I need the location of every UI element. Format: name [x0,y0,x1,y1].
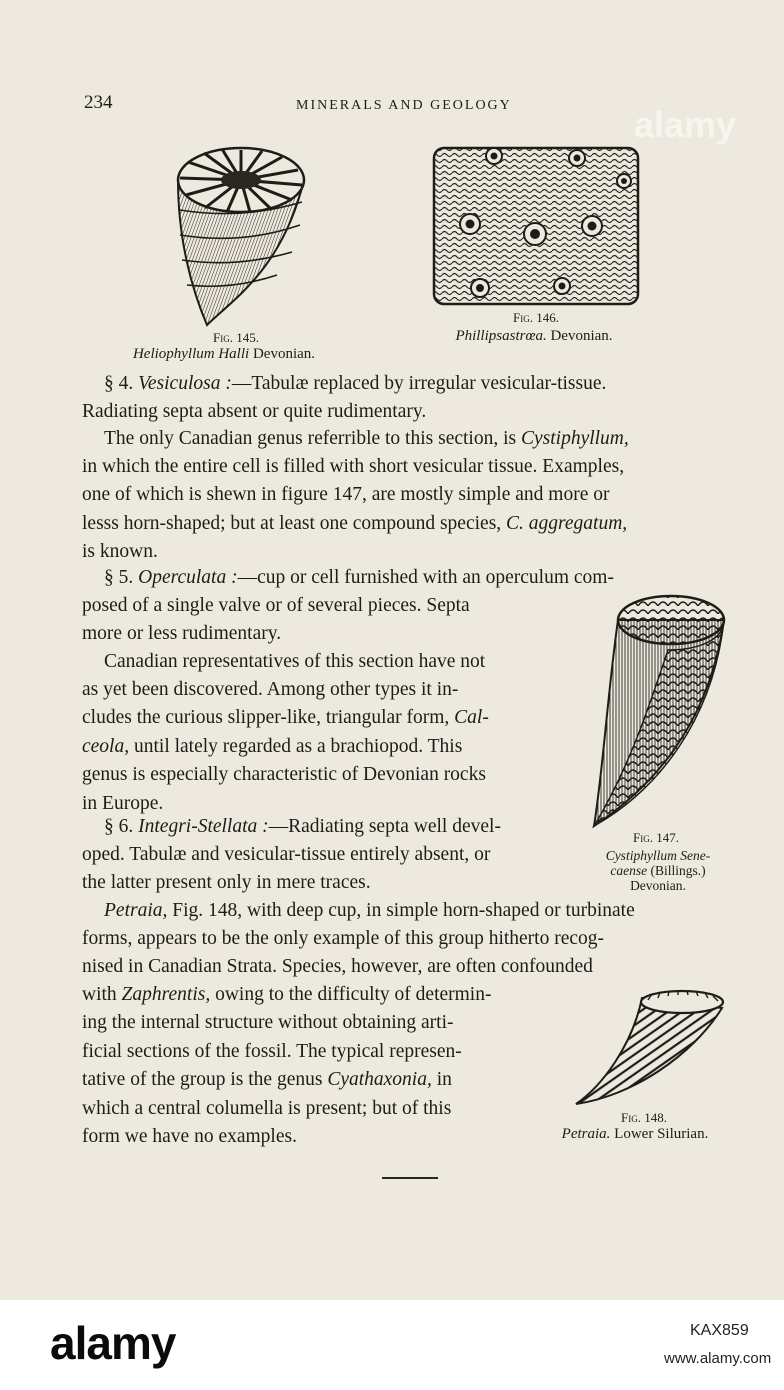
paragraph-canadian-representatives: Canadian representatives of this section have not [104,651,486,672]
paragraph-petraia: Petraia, Fig. 148, with deep cup, in simple horn-shaped or turbinate [104,900,635,921]
figure-147-caption: Cystiphyllum Sene- caense (Billings.) Devonian. [588,848,728,893]
figure-146-caption-italic: Phillipsastrœa. [455,328,547,344]
paragraph-cystiphyllum: The only Canadian genus referrible to this section, is Cystiphyllum, [104,428,629,449]
footer-logo: alamy [50,1317,176,1369]
figure-148-caption [530,1126,740,1143]
figure-147-illustration [588,590,728,830]
figure-146-label: Fig. 146. [513,310,559,325]
paragraph-cystiphyllum-cont: in which the entire cell is filled with short vesicular tissue. Examples, one of which is shewn in figure 147, are mostly simple and more or lesss horn-shaped; but at least one compound species, C. aggregatum, is known. [82,456,628,563]
figure-147-label: Fig. 147. [633,830,679,845]
paragraph-section-5: § 5. Operculata :—cup or cell furnished with an operculum com- [104,567,614,588]
paragraph-petraia-narrow: with Zaphrentis, owing to the difficulty of determin- ing the internal structure without obtaining arti- ficial sections of the fossil. The typical represen- tative of the group is the genus Cyathaxonia, in which a central columella is present; but of this form we have no examples. [82,984,492,1148]
end-rule [382,1177,438,1179]
figure-146-illustration [432,146,640,306]
figure-148-caption-rest: Lower Silurian. [610,1126,709,1142]
image-id: KAX859 [690,1322,749,1339]
figure-145-label: Fig. 145. [213,330,259,345]
paragraph-section-6: § 6. Integri-Stellata :—Radiating septa well devel- [104,816,501,837]
figure-145-illustration [172,140,310,330]
figure-145-caption-italic: Heliophyllum Halli [132,346,250,362]
figure-145-caption [112,346,336,363]
figure-148-label: Fig. 148. [621,1110,667,1125]
figure-146-caption [424,328,644,345]
figure-145-caption-rest: Devonian. [249,346,316,362]
figure-146-caption-rest: Devonian. [546,328,613,344]
paragraph-section-4: § 4. Vesiculosa :—Tabulæ replaced by irregular vesicular-tissue. [104,373,607,394]
footer-url: www.alamy.com [664,1350,772,1367]
paragraph-section-6-cont: oped. Tabulæ and vesicular-tissue entirely absent, or the latter present only in mere traces. [82,844,491,894]
running-title: MINERALS AND GEOLOGY [296,98,512,113]
paragraph-section-4-cont: Radiating septa absent or quite rudimentary. [82,401,427,422]
paragraph-petraia-cont: forms, appears to be the only example of this group hitherto recog- nised in Canadian Strata. Species, however, are often confounded [82,928,605,978]
paragraph-section-5-cont: posed of a single valve or of several pieces. Septa more or less rudimentary. [82,595,470,645]
figure-148-caption-italic: Petraia. [561,1126,611,1142]
paragraph-canadian-representatives-cont: as yet been discovered. Among other types it in- cludes the curious slipper-like, triangular form, Cal- ceola, until lately regarded as a brachiopod. This genus is especially characteristic of Devonian rocks in Europe. [82,679,489,814]
figure-148-illustration [572,986,728,1110]
page-number: 234 [84,92,113,113]
watermark-logo: alamy [634,104,737,145]
figure-147-caption-line1: Cystiphyllum Sene- [605,848,711,863]
